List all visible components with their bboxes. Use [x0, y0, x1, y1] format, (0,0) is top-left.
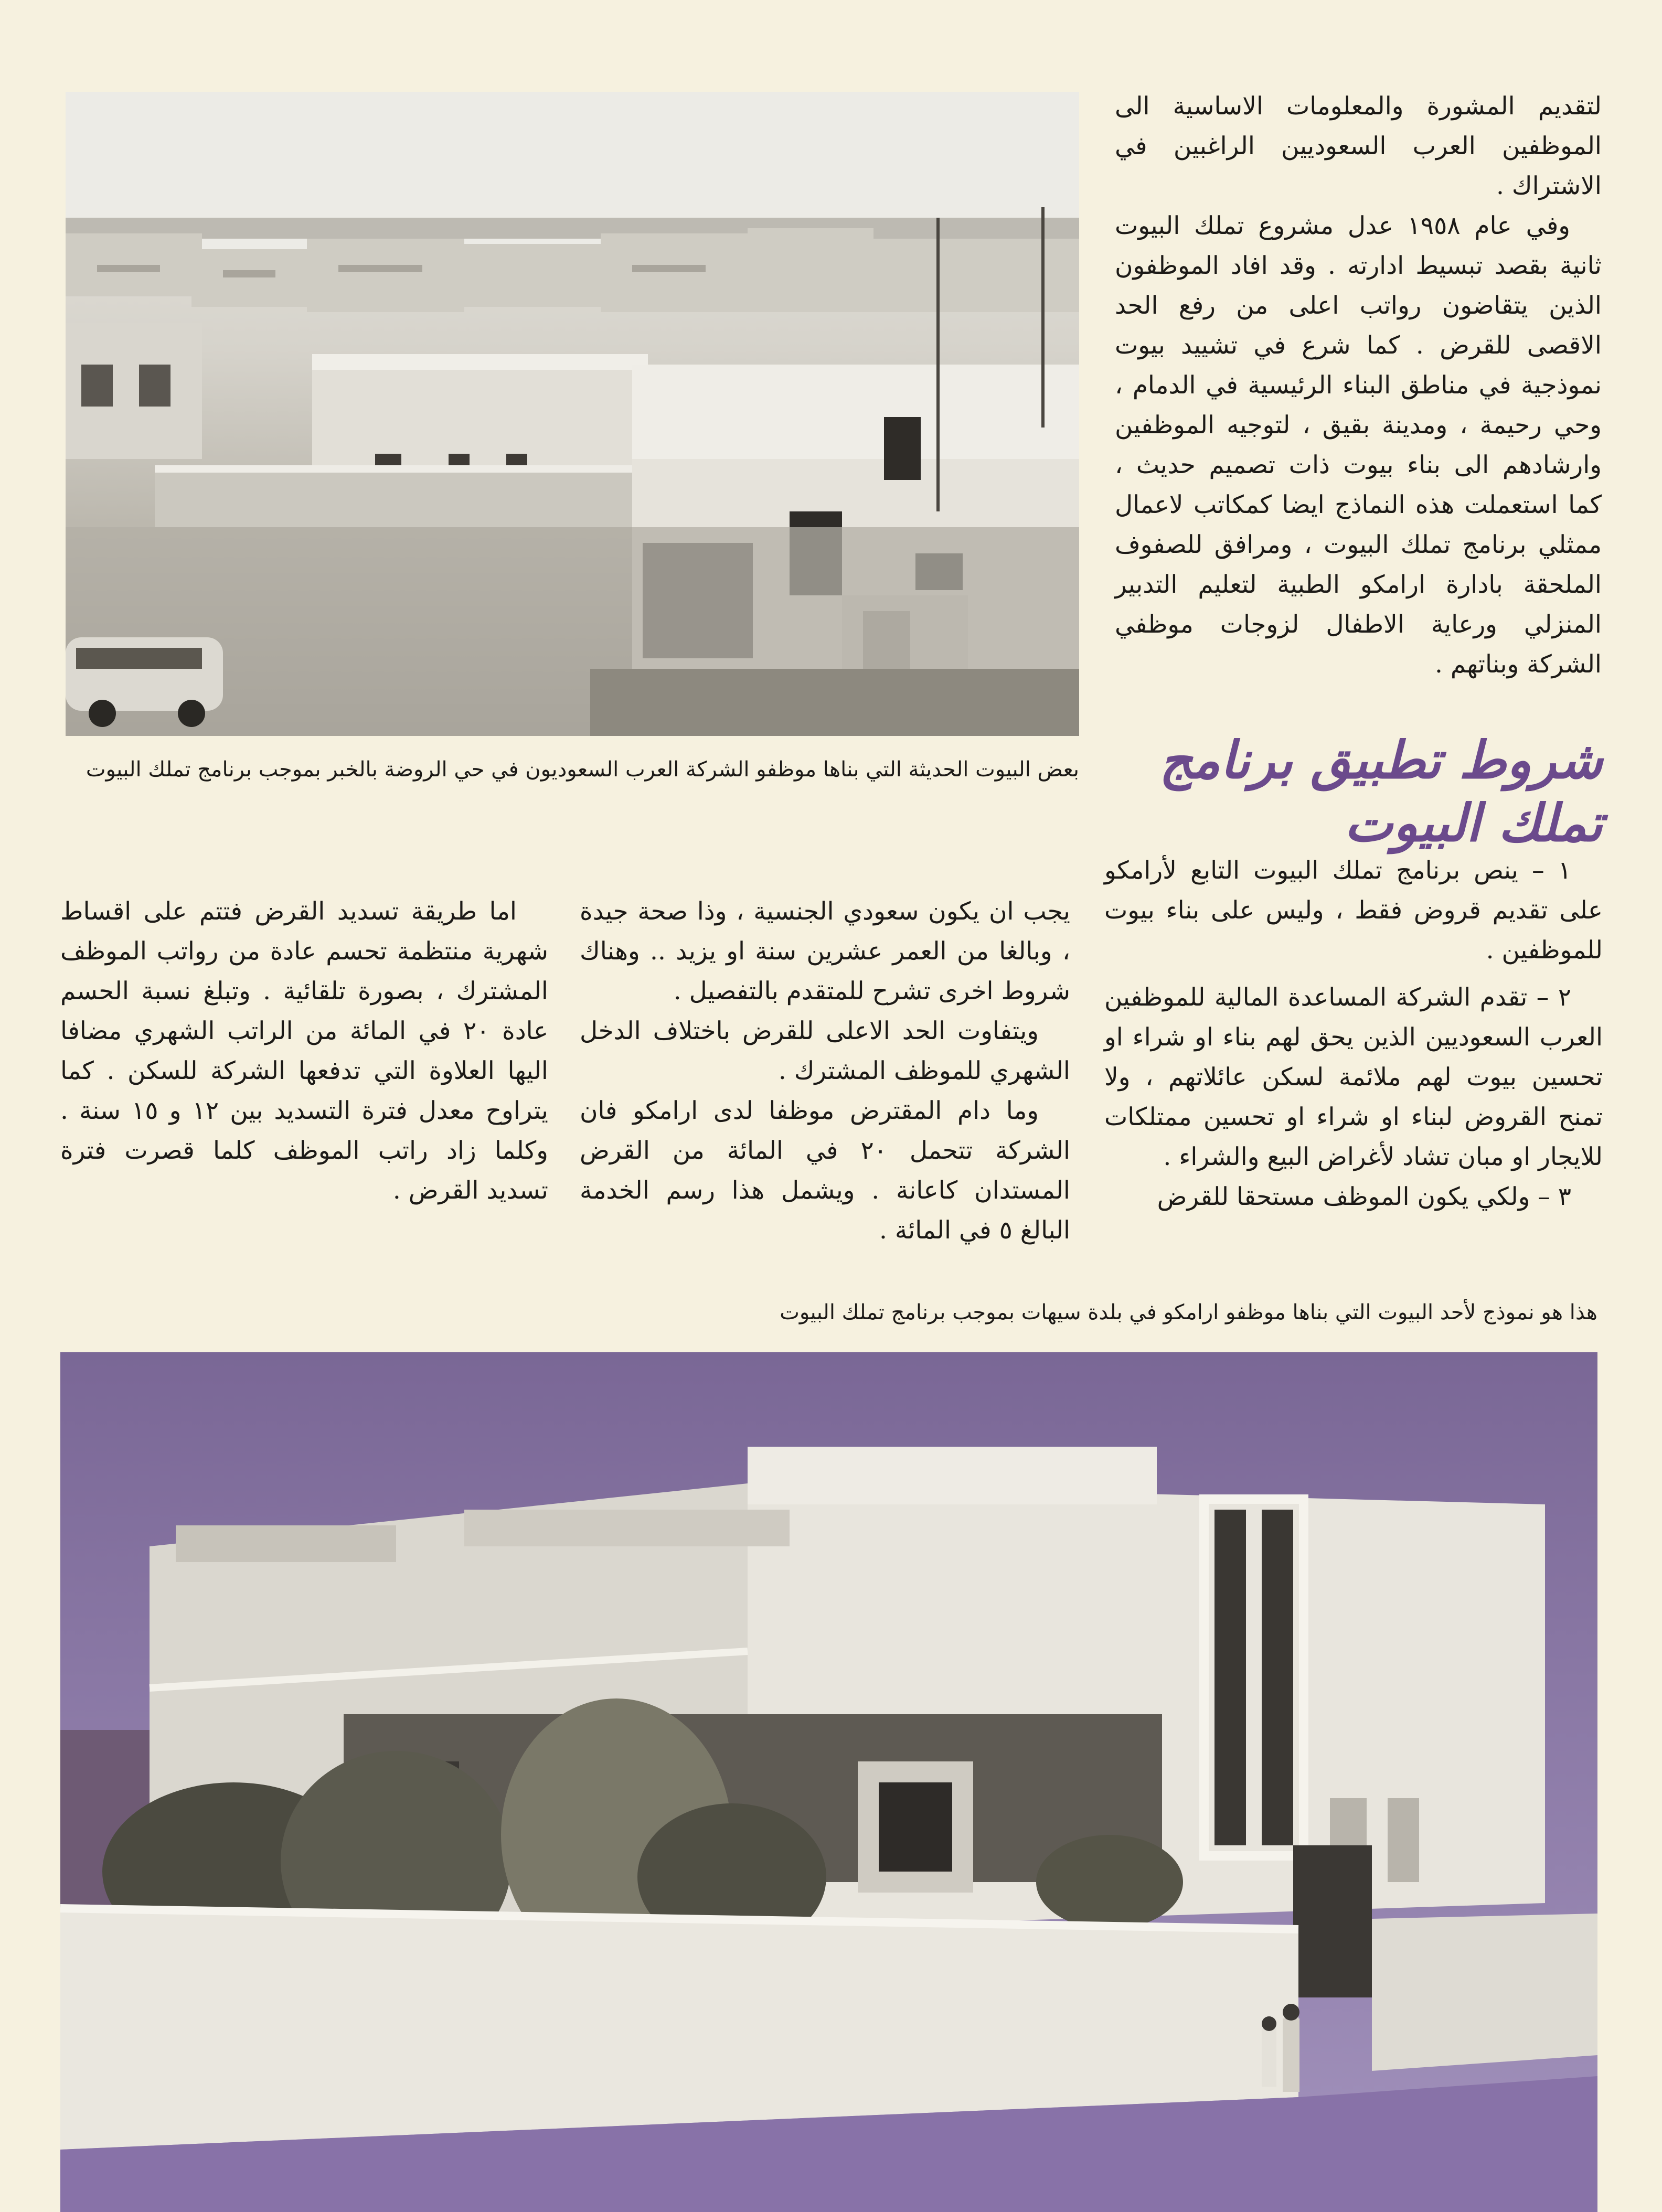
- model-house-photo-caption: هذا هو نموذج لأحد البيوت التي بناها موظفو ارامكو في بلدة سيهات بموجب برنامج تملك البيوت: [780, 1300, 1597, 1324]
- intro-paragraph-2: وفي عام ١٩٥٨ عدل مشروع تملك البيوت ثانية بقصد تبسيط ادارته . وقد افاد الموظفون الذين يتقاضون رواتب اعلى من رفع الحد الاقصى للقرض . كما شرع في تشييد بيوت نموذجية في مناطق البناء الرئيسية في الدمام ، وحي رحيمة ، ومدينة بقيق ، لتوجيه الموظفين وارشادهم الى بناء بيوت ذات تصميم حديث ، كما استعملت هذه النماذج ايضا كمكاتب لاعمال ممثلي برنامج تملك البيوت ، ومرافق للصفوف الملحقة بادارة ارامكو الطبية لتعليم التدبير المنزلي ورعاية الاطفال لزوجات موظفي الشركة وبناتهم .: [1115, 211, 1602, 679]
- neighborhood-photo-caption: بعض البيوت الحديثة التي بناها موظفو الشركة العرب السعوديون في حي الروضة بالخبر بموجب برنامج تملك البيوت: [86, 757, 1079, 782]
- intro-column: [1115, 87, 1602, 685]
- condition-2: ٢ – تقدم الشركة المساعدة المالية للموظفين العرب السعوديين الذين يحق لهم بناء او شراء او تحسين بيوت لهم ملائمة لسكن عائلاتهم ، ولا تمنح القروض لبناء او شراء او تحسين ممتلكات للايجار او مبان تشاد لأغراض البيع والشراء .: [1104, 983, 1603, 1171]
- section-title: شروط تطبيق برنامج تملك البيوت: [1159, 730, 1603, 853]
- repayment-column: [60, 892, 548, 1211]
- intro-paragraph-1: لتقديم المشورة والمعلومات الاساسية الى الموظفين العرب السعوديين الراغبين في الاشتراك .: [1115, 92, 1602, 200]
- condition-1: ١ – ينص برنامج تملك البيوت التابع لأرامكو على تقديم قروض فقط ، وليس على بناء بيوت للموظفين .: [1104, 856, 1603, 965]
- model-house-photo: [60, 1352, 1597, 2212]
- condition-3: ٣ – ولكي يكون الموظف مستحقا للقرض: [1157, 1182, 1571, 1211]
- middle-paragraph-1: يجب ان يكون سعودي الجنسية ، وذا صحة جيدة ، وبالغا من العمر عشرين سنة او يزيد .. وهناك شروط اخرى تشرح للمتقدم بالتفصيل .: [580, 897, 1070, 1006]
- middle-column: [580, 892, 1070, 1251]
- conditions-column: [1104, 851, 1603, 1217]
- middle-paragraph-2: ويتفاوت الحد الاعلى للقرض باختلاف الدخل الشهري للموظف المشترك .: [580, 1017, 1070, 1085]
- neighborhood-photo: [66, 92, 1079, 736]
- middle-paragraph-3: وما دام المقترض موظفا لدى ارامكو فان الشركة تتحمل ٢٠ في المائة من القرض المستدان كاعانة . ويشمل هذا رسم الخدمة البالغ ٥ في المائة .: [580, 1096, 1071, 1245]
- repayment-paragraph: اما طريقة تسديد القرض فتتم على اقساط شهرية منتظمة تحسم عادة من رواتب الموظف المشترك ، بصورة تلقائية . وتبلغ نسبة الحسم عادة ٢٠ في المائة من الراتب الشهري مضافا اليها العلاوة التي تدفعها الشركة للسكن . كما يتراوح معدل فترة التسديد بين ١٢ و ١٥ سنة . وكلما زاد راتب الموظف كلما قصرت فترة تسديد القرض .: [60, 897, 548, 1205]
